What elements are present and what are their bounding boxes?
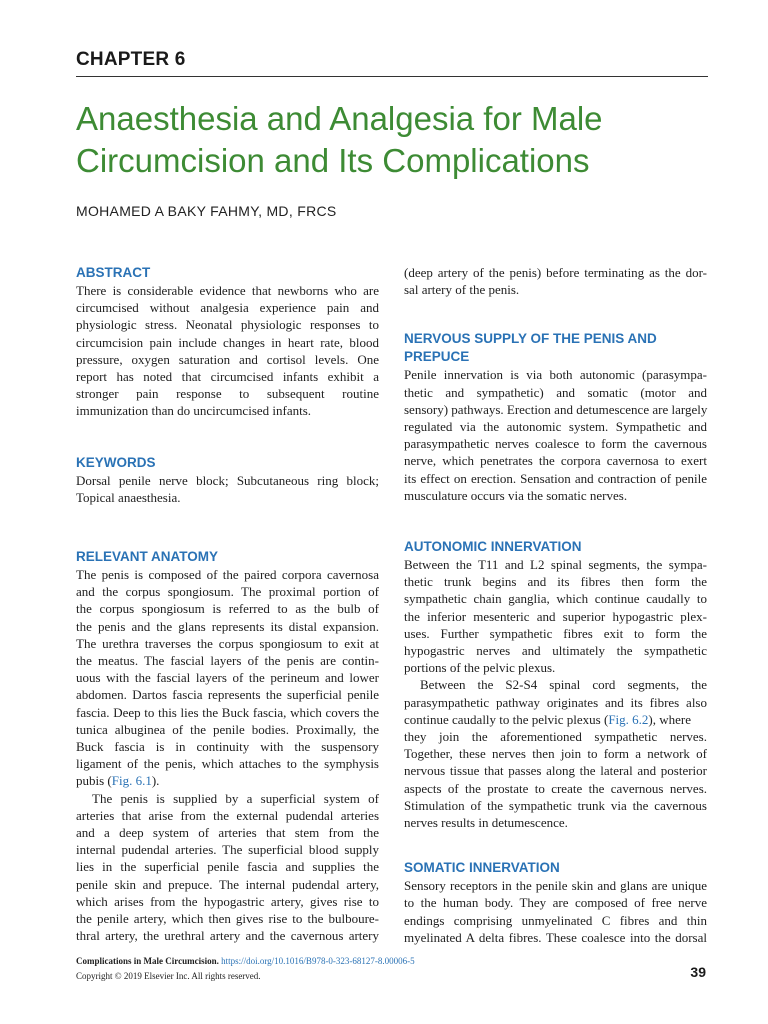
text-line xyxy=(76,772,379,789)
anatomy-paragraph-1 xyxy=(76,566,379,790)
text-line: the corpus spongiosum is referred to as the bulb of xyxy=(76,601,379,617)
text-line: The urethra traverses the corpus spongiosum to exit at xyxy=(76,635,379,651)
book-title: Complications in Male Circumcision. xyxy=(76,956,219,966)
figure-link-6-1[interactable]: Fig. 6.1 xyxy=(111,773,152,789)
page-number: 39 xyxy=(690,964,706,980)
text-line: and a deep system of arteries that stem from the xyxy=(76,825,379,841)
text-fragment: ), where xyxy=(648,711,692,727)
anatomy-paragraph-2 xyxy=(76,790,379,945)
text-fragment: pubis ( xyxy=(76,773,112,789)
text-line: Dorsal penile nerve block; Subcutaneous ring block; xyxy=(76,472,379,488)
text-line: thetic and sympathetic) and somatic (motor and xyxy=(404,384,707,400)
text-line: sensory) pathways. Erection and detumescence are largely xyxy=(404,401,708,417)
text-line: thetic trunk begins and its fibres then form the xyxy=(404,574,707,590)
text-line: tunica albuginea of the penile bodies. Proximally, the xyxy=(76,721,379,737)
chapter-title-line: Anaesthesia and Analgesia for Male xyxy=(76,100,603,137)
left-column xyxy=(76,264,379,945)
text-line: nervous tissue that passes along the lateral and posterior xyxy=(404,763,707,779)
text-line: parasympathetic nerves coalesce to form the cavernous xyxy=(404,436,707,452)
heading-line: NERVOUS SUPPLY OF THE PENIS AND xyxy=(404,331,657,347)
text-line: penile skin and prepuce. The internal pudendal artery, xyxy=(76,876,379,892)
text-line: and the corpus spongiosum. The proximal portion of xyxy=(76,584,379,600)
continued-text xyxy=(404,264,707,298)
text-line: myelinated A delta fibres. These coalesce into the dorsal xyxy=(404,929,707,945)
text-line: hypogastric nerves and ultimately the sympathetic xyxy=(404,643,707,659)
text-line: The penis is composed of the paired corpora cavernosa xyxy=(76,567,379,583)
text-line: the meatus. The fascial layers of the penis are contin- xyxy=(76,653,379,669)
text-line: internal pudendal arteries. The superficial blood supply xyxy=(76,842,379,858)
text-line: the inferior mesenteric and superior hypogastric plex- xyxy=(404,608,707,624)
text-line: Sensory receptors in the penile skin and glans are unique xyxy=(404,878,707,894)
keywords-heading: KEYWORDS xyxy=(76,454,156,470)
nervous-supply-text xyxy=(404,366,707,504)
right-column xyxy=(404,264,707,946)
text-fragment: continue caudally to the pelvic plexus ( xyxy=(404,711,609,727)
text-line: parasympathetic pathway originates and its fibres also xyxy=(404,694,707,710)
text-line: the penile artery, which then gives rise to the bulboure- xyxy=(76,911,379,927)
autonomic-paragraph-2 xyxy=(404,676,707,831)
keywords-text xyxy=(76,472,379,506)
text-line: circumcision pain include changes in heart rate, blood xyxy=(76,334,379,350)
text-line: Topical anaesthesia. xyxy=(76,489,181,505)
text-line xyxy=(404,711,707,728)
chapter-label: CHAPTER 6 xyxy=(76,49,186,70)
chapter-title xyxy=(76,98,603,182)
text-line: There is considerable evidence that newborns who are xyxy=(76,283,379,298)
text-line: musculature occurs via the somatic nerves. xyxy=(404,487,628,503)
text-fragment: ). xyxy=(151,773,160,789)
text-line: thral artery, the urethral artery and the cavernous artery xyxy=(76,928,379,944)
anatomy-heading: RELEVANT ANATOMY xyxy=(76,549,219,565)
text-line: stronger pain response to subsequent routine xyxy=(76,386,379,402)
text-line: endings comprising unmyelinated C fibres and thin xyxy=(404,912,707,928)
footer-citation xyxy=(76,955,415,968)
doi-link[interactable]: https://doi.org/10.1016/B978-0-323-68127-8.00006-5 xyxy=(221,956,415,966)
text-line: nerves results in detumescence. xyxy=(404,815,568,831)
chapter-title-line: Circumcision and Its Complications xyxy=(76,142,590,179)
text-line: portions of the pelvic plexus. xyxy=(404,660,556,676)
text-line: Penile innervation is via both autonomic (parasympa- xyxy=(404,367,707,383)
text-line: which arises from the hypogastric artery, gives rise to xyxy=(76,893,379,909)
text-line: regulated via the autonomic system. Sympathetic and xyxy=(404,419,707,435)
text-line: to the human body. They are composed of free nerve xyxy=(404,895,707,911)
text-line: report has noted that circumcised infants exhibit a xyxy=(76,369,379,385)
text-line: uses. Further sympathetic fibres exit to form the xyxy=(404,625,707,641)
text-line: aspects of the prostate to create the cavernous nerves. xyxy=(404,780,707,796)
copyright: Copyright © 2019 Elsevier Inc. All rights reserved. xyxy=(76,971,261,981)
text-line: its effect on erection. Sensation and contraction of penile xyxy=(404,470,707,486)
text-line: fascia. Deep to this lies the Buck fascia, which covers the xyxy=(76,704,379,720)
text-line: The penis is supplied by a superficial system of xyxy=(92,790,379,806)
text-line: abdomen. Dartos fascia represents the superficial penile xyxy=(76,687,379,703)
text-line: they join the aforementioned sympathetic nerves. xyxy=(404,729,707,745)
header-rule xyxy=(76,76,708,77)
text-line: Buck fascia is in continuity with the suspensory xyxy=(76,739,379,755)
text-line: Stimulation of the sympathetic trunk via the cavernous xyxy=(404,797,707,813)
autonomic-paragraph-1 xyxy=(404,556,707,676)
text-line: ligament of the penis, which attaches to the symphysis xyxy=(76,756,379,772)
figure-link-6-2[interactable]: Fig. 6.2 xyxy=(608,711,649,727)
text-line: arteries that arise from the external pudendal arteries xyxy=(76,807,379,823)
text-line: uous with the fascial layers of the perineum and lower xyxy=(76,670,379,686)
somatic-text xyxy=(404,877,707,946)
autonomic-heading: AUTONOMIC INNERVATION xyxy=(404,539,582,555)
text-line: the penis and the glans represents its distal expansion. xyxy=(76,618,379,634)
text-line: circumcised without analgesia experience pain and xyxy=(76,300,379,316)
text-line: Between the T11 and L2 spinal segments, the sympa- xyxy=(404,557,707,573)
heading-line: PREPUCE xyxy=(404,349,470,365)
text-line: pressure, oxygen saturation and cortisol levels. One xyxy=(76,351,379,367)
somatic-heading: SOMATIC INNERVATION xyxy=(404,860,560,876)
nervous-supply-heading xyxy=(404,330,707,366)
text-line: (deep artery of the penis) before terminating as the dor- xyxy=(404,265,707,280)
text-line: sympathetic chain ganglia, which continue caudally to xyxy=(404,591,707,607)
text-line: physiologic stress. Neonatal physiologic responses to xyxy=(76,317,379,333)
abstract-heading: ABSTRACT xyxy=(76,265,151,280)
text-line: nerve, which penetrates the corpora cavernosa to exert xyxy=(404,453,707,469)
text-line: sal artery of the penis. xyxy=(404,282,520,298)
text-line: Together, these nerves then join to form a network of xyxy=(404,746,707,762)
text-line: immunization than do uncircumcised infants. xyxy=(76,403,312,419)
author-byline: MOHAMED A BAKY FAHMY, MD, FRCS xyxy=(76,203,337,219)
text-line: Between the S2-S4 spinal cord segments, the xyxy=(420,677,707,693)
text-line: lies in the superficial penile fascia and supplies the xyxy=(76,859,379,875)
abstract-text xyxy=(76,282,379,420)
